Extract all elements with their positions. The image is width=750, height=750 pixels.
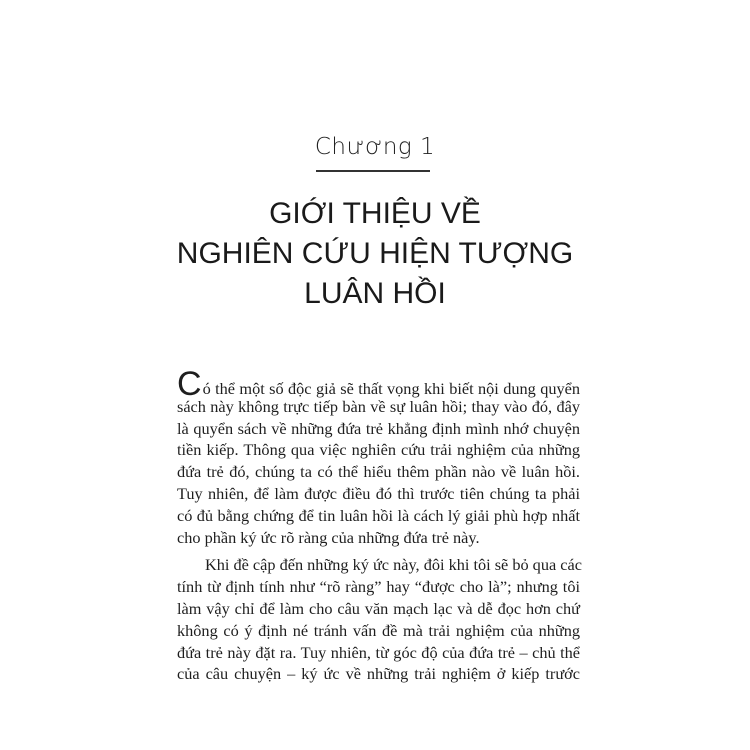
text-line: của câu chuyện – ký ức về những trải nghiệm ở kiếp trước <box>177 664 580 684</box>
text-line: sách này không trực tiếp bàn về sự luân hồi; thay vào đó, đây <box>177 396 580 416</box>
text-line: tiền kiếp. Thông qua việc nghiên cứu trải nghiệm của những <box>177 440 580 460</box>
drop-cap: C <box>177 365 202 403</box>
text-line: tính từ định tính như “rõ ràng” hay “được cho là”; nhưng tôi <box>177 577 580 597</box>
text-line: làm vậy chỉ để làm cho câu văn mạch lạc và dễ đọc hơn chứ <box>177 598 580 618</box>
title-line: NGHIÊN CỨU HIỆN TƯỢNG <box>176 237 574 270</box>
text-line: đứa trẻ này đặt ra. Tuy nhiên, từ góc độ của đứa trẻ – chủ thể <box>177 642 580 662</box>
chapter-divider <box>316 170 430 172</box>
title-line: LUÂN HỒI <box>304 277 446 310</box>
text-line: Khi đề cập đến những ký ức này, đôi khi tôi sẽ bỏ qua các <box>205 555 582 575</box>
paragraph-1 <box>177 365 580 548</box>
paragraph-2 <box>177 554 580 685</box>
text-line <box>177 365 580 403</box>
text-line: có đủ bằng chứng để tin luân hồi là cách lý giải phù hợp nhất <box>177 505 580 525</box>
title-line: GIỚI THIỆU VỀ <box>269 197 481 230</box>
text-line: không có ý định né tránh vấn đề mà trải nghiệm của những <box>177 620 580 640</box>
text-line: đứa trẻ đó, chúng ta có thể hiểu thêm phần nào về luân hồi. <box>177 462 580 482</box>
text-line-content: ó thể một số độc giả sẽ thất vọng khi biết nội dung quyển <box>202 379 580 398</box>
text-line: cho phần ký ức rõ ràng của những đứa trẻ này. <box>177 527 480 547</box>
chapter-label: Chương 1 <box>314 134 436 160</box>
text-line: Tuy nhiên, để làm được điều đó thì trước tiên chúng ta phải <box>177 483 580 503</box>
chapter-title <box>0 194 750 314</box>
text-line: là quyển sách về những đứa trẻ khẳng định mình nhớ chuyện <box>177 418 580 438</box>
body-text <box>177 365 582 685</box>
